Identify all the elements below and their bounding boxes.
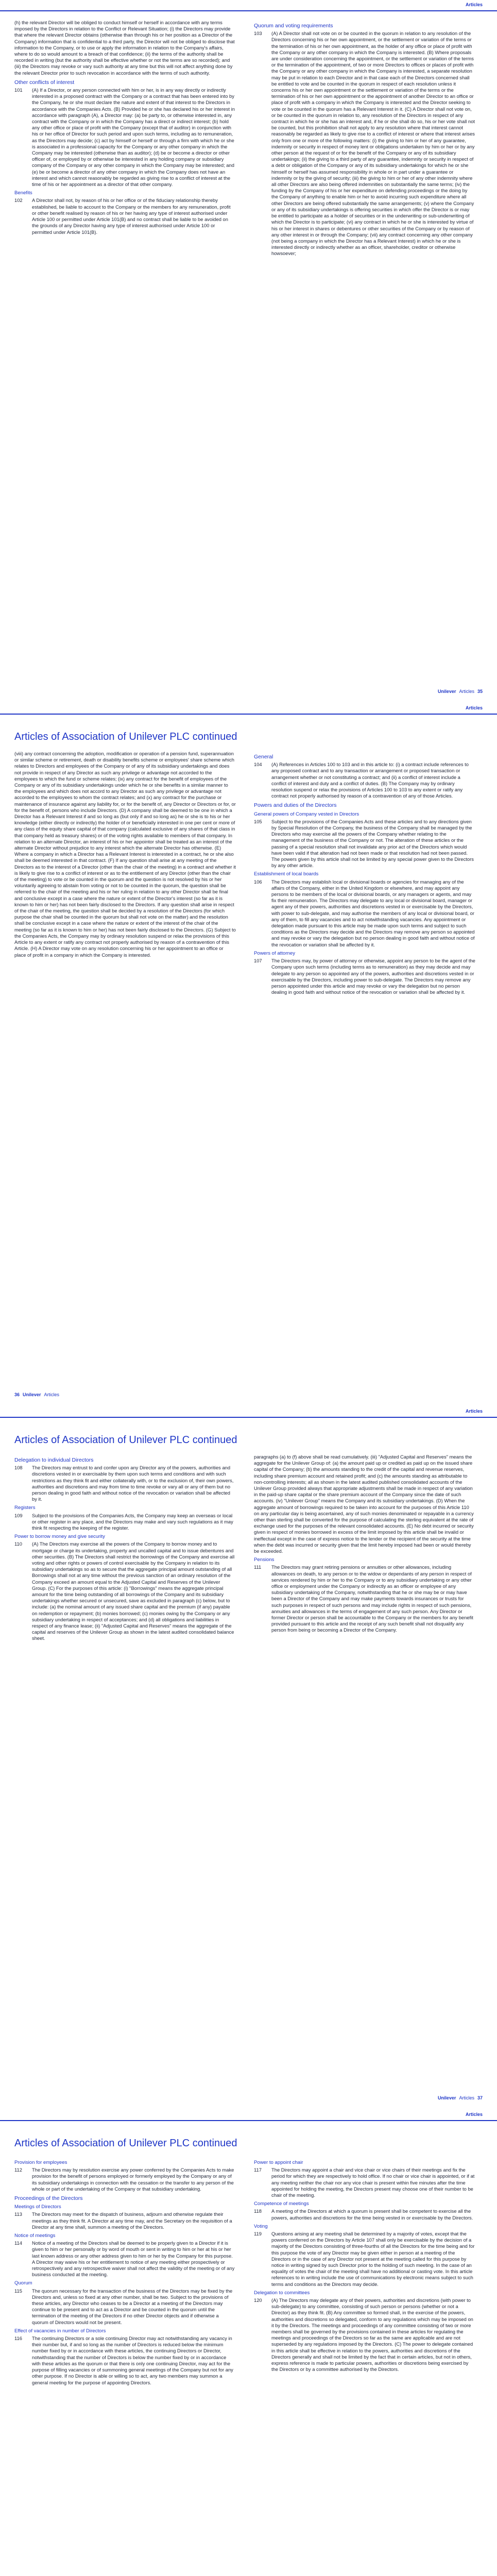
clause-text: (A) The Directors may delegate any of their powers, authorities and discretions (with power to sub-delegate) to any committee, consisting of such person or persons (whether or not a Director) as they think fit. (B) Any committee so formed shall, in the exercise of the powers, authorities and discretions so delegated, conform to any regulations which may be imposed on it by the Directors. The meetings and proceedings of any committee consisting of two or more members shall be governed by the provisions contained in these articles for regulating the meetings and proceedings of the Directors so far as the same are applicable and are not superseded by any regulations imposed by the Directors. (C) The power to delegate contained in this article shall be effective in relation to the powers, authorities and discretions of the Directors generally and shall not be limited by the fact that in certain articles, but not in others, express reference is made to particular powers, authorities or discretions being exercised by the Directors or by a committee authorised by the Directors. xyxy=(271,2297,473,2372)
clause-text: Subject to the provisions of the Companies Acts and these articles and to any directions given by Special Resolution of the Company, the business of the Company shall be managed by the Directors who may exercise all the powers of the Company whether relating to the management of the business of the Company or not. The alteration of these articles or the passing of a special resolution shall not invalidate any prior act of the Directors which would have been valid if that alteration had not been made or that resolution had not been passed. The powers given by this article shall not be limited by any special power given to the Directors by any other article. xyxy=(271,818,474,869)
subsection-heading: General powers of Company vested in Directors xyxy=(254,811,359,817)
clause-number: 116 xyxy=(14,2335,22,2342)
clause-text: (A) If a Director, or any person connected with him or her, is in any way directly or indirectly interested in a proposed contract with the Company or a contract that has been entered into by the Company, he or she must declare the nature and extent of that interest to the Directors in accordance with the Companies Acts. (B) Provided he or she has declared his or her interest in accordance with paragraph (A), a Director may: (a) be party to, or otherwise interested in, any contract with the Company or in which the Company has a direct or indirect interest; (b) hold any other office or place of profit with the Company (except that of auditor) in conjunction with his or her office of Director for such period and upon such terms, including as to remuneration, as the Directors may decide; (c) act by himself or herself or through a firm with which he or she is associated in a professional capacity for the Company or any other company in which the Company may be interested (otherwise than as auditor); (d) be or become a director or other officer of, or employed by or otherwise be interested in any holding company or subsidiary company of the Company or any other company in which the Company may be interested; and (e) be or become a director of any other company in which the Company does not have an interest and which cannot reasonably be regarded as giving rise to a conflict of interest at the time of his or her appointment as a director of that other company. xyxy=(32,87,235,188)
clause-text: (A) The Directors may exercise all the powers of the Company to borrow money and to mortgage or charge its undertaking, property and uncalled capital and to issue debentures and other securities. (B) The Directors shall restrict the borrowings of the Company and exercise all voting and other rights or powers of control exercisable by the Company in relation to its subsidiary undertakings so as to secure that the aggregate principal amount outstanding of all Borrowings shall not at any time without the previous sanction of an ordinary resolution of the Company exceed an amount equal to the Adjusted Capital and Reserves of the Unilever Group. (C) For the purposes of this article: (i) "Borrowings" means the aggregate principal amount for the time being outstanding of all borrowings of the Company and its subsidiary undertakings whether secured or unsecured, save as excluded in paragraph (c) below, but to include: (a) the nominal amount of any issued share capital and the premium (if any) payable on redemption or repayment; (b) monies borrowed; (c) monies owing by the Company or any subsidiary undertaking in respect of acceptances; and (d) all obligations and liabilities in respect of any finance lease; (ii) "Adjusted Capital and Reserves" means the aggregate of the capital and reserves of the Unilever Group as shown in the latest audited consolidated balance sheet. xyxy=(32,1541,235,1641)
clause xyxy=(14,2335,236,2386)
clause-text: Notice of a meeting of the Directors shall be deemed to be properly given to a Director if it is given to him or her personally or by word of mouth or sent in writing to him or her at his or her last known address or any other address given to him or her by the Company for this purpose. A Director may waive his or her entitlement to notice of any meeting either prospectively or retrospectively and any retrospective waiver shall not affect the validity of the meeting or of any business conducted at the meeting. xyxy=(32,2240,235,2278)
clause-number: 106 xyxy=(254,878,262,885)
clause-number: 119 xyxy=(254,2231,262,2237)
clause xyxy=(14,87,236,188)
page-36 xyxy=(0,703,497,1406)
subsection-heading: Benefits xyxy=(14,190,32,196)
clause-number: 117 xyxy=(254,2167,262,2173)
subsection-heading: Competence of meetings xyxy=(254,2201,309,2207)
page-37-right-column xyxy=(254,1454,475,1635)
subsection-heading: Delegation to committees xyxy=(254,2290,310,2296)
clause xyxy=(254,761,475,799)
footer-label: Articles xyxy=(459,689,474,694)
subsection-heading: Registers xyxy=(14,1505,36,1511)
page-36-left-column xyxy=(14,751,236,960)
page-36-right-column xyxy=(254,751,475,997)
clause-number: 113 xyxy=(14,2211,22,2217)
clause-number: 105 xyxy=(254,818,262,824)
clause-number: 103 xyxy=(254,30,262,37)
clause-number: 109 xyxy=(14,1512,23,1518)
header-articles-tag: Articles xyxy=(465,2112,483,2117)
page-number: 37 xyxy=(477,2095,483,2100)
clause-text: (A) References in Articles 100 to 103 and in this article to: (i) a contract include references to any proposed contract and to any transaction or arrangement or proposed transaction or arrangement whether or not constituting a contract; and (ii) a conflict of interest include a conflict of interest and duty and a conflict of duties. (B) The Company may by ordinary resolution suspend or relax the provisions of Articles 100 to 103 to any extent or ratify any contract not properly authorised by reason of a contravention of any of those Articles. xyxy=(271,761,469,799)
page-38-left-column xyxy=(14,2157,236,2387)
paragraph: (viii) any contract concerning the adoption, modification or operation of a pension fund, superannuation or similar scheme or retirement, death or disability benefits scheme or employees' share scheme which relates to Directors and employees of the Company or of any of its subsidiary undertakings and does not provide in respect of any Director as such any privilege or advantage not accorded to the employees to which the fund or scheme relates; (ix) any contract for the benefit of employees of the Company or any of its subsidiary undertakings under which he or she benefits in a similar manner to the employees and which does not accord to any Director as such any privilege or advantage not accorded to the employees to whom the contract relates; and (x) any contract for the purchase or maintenance of insurance against any liability for, or for the benefit of, any Director or Directors or for, or for the benefit of, persons who include Directors. (D) A company shall be deemed to be one in which a Director has a Relevant Interest if and so long as (but only if and so long as) he or she is to his or her knowledge (either directly or indirectly) the holder of or beneficially interested in one per cent or more of any class of the equity share capital of that company (calculated exclusive of any shares of that class in that company held as treasury shares) or of the voting rights available to members of that company. In relation to an alternate Director, an interest of his or her appointor shall be treated as an interest of the alternate Director without prejudice to any interest which the alternate Director has otherwise. (E) Where a company in which a Director has a Relevant Interest is interested in a contract, he or she also shall be deemed interested in that contract. (F) If any question shall arise at any meeting of the Directors as to the interest of a Director (other than the chair of the meeting) in a contract and whether it is likely to give rise to a conflict of interest or as to the entitlement of any Director (other than the chair of the meeting) to vote or be counted in the quorum and the question is not resolved by his or her voluntarily agreeing to abstain from voting or not to be counted in the quorum, the question shall be referred to the chair of the meeting and his or her ruling in relation to any other Director shall be final and conclusive except in a case where the nature or extent of the Director's interest (so far as it is known to him or her) has not been fairly disclosed to the Directors. If any question shall arise in respect of the chair of the meeting, the question shall be decided by a resolution of the Directors (for which purpose the chair shall be counted in the quorum but shall not vote on the matter) and the resolution shall be conclusive except in a case where the nature or extent of the interest of the chair of the meeting (so far as it is known to him or her) has not been fairly disclosed to the Directors. (G) Subject to the Companies Acts, the Company may by ordinary resolution suspend or relax the provisions of this Article to any extent or ratify any contract not properly authorised by reason of a contravention of this Article. (H) A Director may vote on any resolution concerning his or her appointment to an office or place of profit in a company in which the Company is interested. xyxy=(14,751,236,958)
clause xyxy=(14,2288,236,2326)
clause-text: (A) A Director shall not vote on or be counted in the quorum in relation to any resolution of the Directors concerning his or her own appointment, or the settlement or variation of the terms or the termination of his or her own appointment, as the holder of any office or place of profit with the Company or any other company in which the Company is interested. (B) Where proposals are under consideration concerning the appointment, or the settlement or variation of the terms or the termination of the appointment, of two or more Directors to offices or places of profit with the Company or any other company in which the Company is interested, a separate resolution may be put in relation to each Director and in that case each of the Directors concerned shall be entitled to vote and be counted in the quorum in respect of each resolution unless it concerns his or her own appointment or the settlement or variation of the terms or the termination of his or her own appointment or the appointment of another Director to an office or place of profit with a company in which the Company is interested and the Director seeking to vote or be counted in the quorum has a Relevant Interest in it. (C) A Director shall not vote on, or be counted in the quorum in relation to, any resolution of the Directors in respect of any contract in which he or she has an interest and, if he or she shall do so, his or her vote shall not be counted, but this prohibition shall not apply to any resolution where that interest cannot reasonably be regarded as likely to give rise to a conflict of interest or where that interest arises only from one or more of the following matters: (i) the giving to him or her of any guarantee, indemnity or security in respect of money lent or obligations undertaken by him or her or by any other person at the request of or for the benefit of the Company or any of its subsidiary undertakings; (ii) the giving to a third party of any guarantee, indemnity or security in respect of a debt or obligation of the Company or any of its subsidiary undertakings for which he or she himself or herself has assumed responsibility in whole or in part under a guarantee or indemnity or by the giving of security; (iii) the giving to him or her of any other indemnity where all other Directors are also being offered indemnities on substantially the same terms; (iv) the funding by the Company of his or her expenditure on defending proceedings or the doing by the Company of anything to enable him or her to avoid incurring such expenditure where all other Directors are being offered substantially the same arrangements; (v) where the Company or any of its subsidiary undertakings is offering securities in which offer the Director is or may be entitled to participate as a holder of securities or in the underwriting or sub-underwriting of which the Director is to participate; (vi) any contract in which he or she is interested by virtue of his or her interest in shares or debentures or other securities of the Company or by reason of any other interest in or through the Company; (vii) any contract concerning any other company (not being a company in which the Director has a Relevant Interest) in which he or she is interested directly or indirectly whether as an officer, shareholder, creditor or otherwise howsoever; xyxy=(271,30,475,257)
section-heading: Proceedings of the Directors xyxy=(14,2195,83,2202)
clause-number: 112 xyxy=(14,2167,22,2173)
clause-text: Subject to the provisions of the Companies Acts, the Company may keep an overseas or local or other register in any place, and the Directors may make and vary such regulations as it may think fit respecting the keeping of the register. xyxy=(32,1512,233,1531)
clause xyxy=(254,958,475,995)
clause-text: The Directors may by resolution exercise any power conferred by the Companies Acts to make provision for the benefit of persons employed or formerly employed by the Company or any of its subsidiary undertakings in connection with the cessation or the transfer to any person of the whole or part of the undertaking of the Company or that subsidiary undertaking. xyxy=(32,2167,234,2192)
page-35-right-column xyxy=(254,20,475,259)
clause xyxy=(14,1513,236,1532)
section-heading: Powers and duties of the Directors xyxy=(254,802,337,809)
subsection-heading: Power to appoint chair xyxy=(254,2160,303,2165)
clause-text: The quorum necessary for the transaction of the business of the Directors may be fixed by the Directors and, unless so fixed at any other number, shall be two. Subject to the provisions of these articles, any Director who ceases to be a Director at a meeting of the Directors may continue to be present and to act as a Director and be counted in the quorum until the termination of the meeting of the Directors if no other Director objects and if otherwise a quorum of Directors would not be present. xyxy=(32,2287,233,2325)
paragraph: paragraphs (a) to (f) above shall be read cumulatively. (iii) "Adjusted Capital and Reserves" means the aggregate for the Unilever Group of: (a) the amount paid up or credited as paid up on the issued share capital of the Company; (b) the amounts standing to the credit of the capital and revenue reserves, including share premium account and retained profit; and (c) the amounts standing as attributable to non-controlling interests; all as shown in the latest audited published consolidated accounts of the Unilever Group provided always that appropriate adjustments shall be made in respect of any variation in the paid-up share capital or the share premium account of the Company since the date of such accounts. (iv) "Unilever Group" means the Company and its subsidiary undertakings. (D) When the aggregate amount of borrowings required to be taken into account for the purposes of this Article 110 on any particular day is being ascertained, any of such monies denominated or repayable in a currency other than sterling shall be converted for the purpose of calculating the sterling equivalent at the rate of exchange used for the purposes of the relevant consolidated accounts. (E) No debt incurred or security given in respect of monies borrowed in excess of the limit imposed by this article shall be invalid or ineffectual except in the case of express notice to the lender or the recipient of the security at the time when the debt was incurred or security given that the limit hereby imposed had been or would thereby be exceeded. xyxy=(254,1454,474,1554)
subsection-heading: Pensions xyxy=(254,1557,275,1563)
clause xyxy=(14,2167,236,2192)
clause-number: 107 xyxy=(254,958,262,964)
page-37-left-column xyxy=(14,1454,236,1643)
clause xyxy=(14,2211,236,2230)
subsection-heading: Powers of attorney xyxy=(254,950,295,956)
page-37 xyxy=(0,1406,497,2110)
clause-number: 104 xyxy=(254,761,262,768)
clause xyxy=(254,30,475,257)
clause-number: 114 xyxy=(14,2240,22,2246)
clause-text: The Directors may meet for the dispatch of business, adjourn and otherwise regulate their meetings as they think fit. A Director at any time may, and the Secretary on the requisition of a Director at any time shall, summon a meeting of the Directors. xyxy=(32,2211,232,2230)
footer-label: Articles xyxy=(459,2095,474,2100)
clause-number: 115 xyxy=(14,2287,22,2294)
clause xyxy=(254,879,475,948)
clause-text: The Directors may establish local or divisional boards or agencies for managing any of the affairs of the Company, either in the United Kingdom or elsewhere, and may appoint any persons to be members of the local or divisional boards, or any managers or agents, and may fix their remuneration. The Directors may delegate to any local or divisional board, manager or agent any of their powers, authorities and discretions vested in or exercisable by the Directors, with power to sub-delegate, and may authorise the members of any local or divisional board, or any of them, to fill any vacancies and to act notwithstanding vacancies. Any appointment or delegation made pursuant to this article may be made upon such terms and subject to such conditions as the Directors may decide and the Directors may remove any person so appointed and may revoke or vary the delegation but no person dealing in good faith and without notice of the revocation or variation shall be affected by it. xyxy=(271,878,475,947)
clause-text: A meeting of the Directors at which a quorum is present shall be competent to exercise all the powers, authorities and discretions for the time being vested in or exercisable by the Directors. xyxy=(271,2208,473,2221)
section-heading: Other conflicts of interest xyxy=(14,79,75,86)
clause xyxy=(14,1541,236,1641)
clause xyxy=(254,819,475,869)
subsection-heading: Provision for employees xyxy=(14,2160,67,2165)
clause xyxy=(254,2231,475,2287)
header-rule xyxy=(0,714,497,715)
page-number: 36 xyxy=(14,1392,20,1397)
subsection-heading: Power to borrow money and give security xyxy=(14,1534,105,1540)
clause-number: 108 xyxy=(14,1465,23,1471)
clause-text: The Directors may, by power of attorney or otherwise, appoint any person to be the agent of the Company upon such terms (including terms as to remuneration) as they may decide and may delegate to any person so appointed any of the powers, authorities and discretions vested in or exercisable by the Directors, including power to sub-delegate. The Directors may remove any person appointed under this article and may revoke or vary the delegation but no person dealing in good faith and without notice of the revocation or variation shall be affected by it. xyxy=(271,958,475,995)
clause-number: 110 xyxy=(14,1541,22,1547)
header-rule xyxy=(0,10,497,11)
page-38 xyxy=(0,2110,497,2576)
page-35 xyxy=(0,0,497,703)
subsection-heading: Quorum xyxy=(14,2280,32,2286)
page-number: 35 xyxy=(477,689,483,694)
page-footer xyxy=(438,689,483,694)
clause-text: The continuing Directors or a sole continuing Director may act notwithstanding any vacancy in their number but, if and so long as the number of Directors is reduced below the minimum number fixed by or in accordance with these articles, the continuing Directors or Director, notwithstanding that the number of Directors is below the number fixed by or in accordance with these articles as the quorum or that there is only one continuing Director, may act for the purpose of filling vacancies or of summoning general meetings of the Company but not for any other purpose. If no Director is able or willing so to act, any two members may summon a general meeting for the purpose of appointing Directors. xyxy=(32,2335,233,2385)
section-heading: Delegation to individual Directors xyxy=(14,1457,94,1463)
clause-text: The Directors may appoint a chair and vice chair or vice chairs of their meetings and fix the period for which they are respectively to hold office. If no chair or vice chair is appointed, or if at any meeting neither the chair nor any vice chair is present within five minutes after the time appointed for holding the meeting, the Directors present may choose one of their number to be chair of the meeting. xyxy=(271,2167,475,2198)
clause xyxy=(254,2208,475,2221)
footer-label: Articles xyxy=(44,1392,60,1397)
clause xyxy=(254,2297,475,2372)
subsection-heading: Effect of vacancies in number of Directors xyxy=(14,2328,106,2334)
paragraph: (h) the relevant Director will be obliged to conduct himself or herself in accordance with any terms imposed by the Directors in relation to the Conflict or Relevant Situation; (i) the Directors may provide that where the relevant Director obtains (otherwise than through his or her position as a Director of the Company) information that is confidential to a third party, the Director will not be obliged to disclose that information to the Company, or to use or apply the information in relation to the Company's affairs, where to do so would amount to a breach of that confidence; (ii) the terms of the authority shall be recorded in writing (but the authority shall be effective whether or not the terms are so recorded); and (iii) the Directors may revoke or vary such authority at any time but this will not affect anything done by the relevant Director prior to such revocation in accordance with the terms of such authority. xyxy=(14,20,235,76)
footer-brand: Unilever xyxy=(437,689,456,694)
header-articles-tag: Articles xyxy=(465,2,483,7)
clause xyxy=(254,1564,475,1633)
clause-number: 120 xyxy=(254,2297,262,2303)
clause-number: 101 xyxy=(14,87,23,93)
page-footer xyxy=(14,1392,59,1397)
clause xyxy=(14,1465,236,1502)
page-title: Articles of Association of Unilever PLC continued xyxy=(14,2138,237,2149)
page-title: Articles of Association of Unilever PLC continued xyxy=(14,731,237,742)
clause-text: The Directors may grant retiring pensions or annuities or other allowances, including allowances on death, to any person or to the widow or dependants of any person in respect of services rendered by him or her to the Company or to any subsidiary undertaking or any other office or employment under the Company or indirectly as an officer or employee of any subsidiary undertaking of the Company, notwithstanding that he or she may be or may have been a Director of the Company and may make payments towards insurances or trusts for such purposes in respect of such persons and may include rights in respect of such pensions, annuities and allowances in the terms of engagement of any such person. Any Director or former Director or person shall be accountable to the Company or the members for any benefit provided pursuant to this article and the receipt of any such benefit shall not disqualify any person from being or becoming a Director of the Company. xyxy=(271,1564,473,1633)
clause-number: 118 xyxy=(254,2208,262,2214)
header-rule xyxy=(0,1417,497,1418)
page-35-left-column xyxy=(14,20,236,237)
page-title: Articles of Association of Unilever PLC continued xyxy=(14,1434,237,1446)
clause xyxy=(254,2167,475,2198)
header-rule xyxy=(0,2120,497,2121)
clause-number: 102 xyxy=(14,197,23,204)
section-heading: Quorum and voting requirements xyxy=(254,23,333,29)
clause xyxy=(14,2240,236,2278)
subsection-heading: Establishment of local boards xyxy=(254,871,319,877)
header-articles-tag: Articles xyxy=(465,1409,483,1414)
footer-brand: Unilever xyxy=(437,2095,456,2100)
page-38-right-column xyxy=(254,2157,475,2375)
clause-text: Questions arising at any meeting shall be determined by a majority of votes, except that the powers conferred on the Directors by Article 107 shall only be exercisable by the decision of a majority of the Directors consisting of three-fourths of all the Directors for the time being and for this purpose the vote of any Director may be given either in person at a meeting of the Directors or in the case of any Director not present at the meeting called for this purpose by notice in writing signed by such Director prior to the holding of such meeting. In the case of an equality of votes the chair of the meeting shall have no additional or casting vote. In this article references to in writing include the use of communications by electronic means subject to such terms and conditions as the Directors may decide. xyxy=(271,2231,475,2287)
subsection-heading: Voting xyxy=(254,2223,268,2229)
footer-brand: Unilever xyxy=(23,1392,41,1397)
clause xyxy=(14,197,236,235)
section-heading: General xyxy=(254,754,273,760)
page-footer xyxy=(438,2095,483,2100)
clause-number: 111 xyxy=(254,1564,262,1570)
subsection-heading: Notice of meetings xyxy=(14,2233,56,2239)
clause-text: The Directors may entrust to and confer upon any Director any of the powers, authorities and discretions vested in or exercisable by them upon such terms and conditions and with such restrictions as they think fit and either collaterally with, or to the exclusion of, their own powers, authorities and discretions and may from time to time revoke or vary all or any of them but no person dealing in good faith and without notice of the revocation or variation shall be affected by it. xyxy=(32,1465,234,1502)
subsection-heading: Meetings of Directors xyxy=(14,2204,61,2210)
header-articles-tag: Articles xyxy=(465,705,483,710)
clause-text: A Director shall not, by reason of his or her office or of the fiduciary relationship thereby established, be liable to account to the Company or the members for any remuneration, profit or other benefit realised by reason of his or her having any type of interest authorised under Article 100 or permitted under Article 101(B) and no contract shall be liable to be avoided on the grounds of any Director having any type of interest authorised under Article 100 or permitted under Article 101(B). xyxy=(32,197,231,235)
